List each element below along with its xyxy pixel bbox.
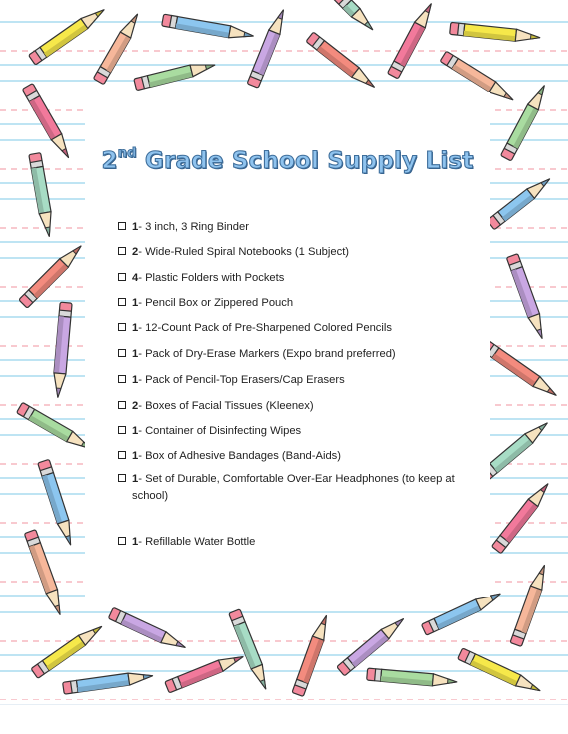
item-quantity: 1 xyxy=(132,297,139,309)
title-ordinal: nd xyxy=(117,146,137,162)
item-quantity: 1 xyxy=(132,374,139,386)
item-quantity: 2 xyxy=(132,246,139,258)
pencil-icon xyxy=(38,459,77,546)
supply-list xyxy=(118,219,473,551)
pencil-icon xyxy=(510,563,550,646)
checkbox-icon[interactable] xyxy=(118,375,126,383)
item-separator: - xyxy=(138,246,146,258)
pencil-icon xyxy=(63,670,154,694)
pencil-icon xyxy=(367,668,458,688)
item-separator: - xyxy=(138,425,146,437)
item-separator: - xyxy=(138,348,146,360)
item-text: Wide-Ruled Spiral Notebooks (1 Subject) xyxy=(145,246,350,258)
pencil-icon xyxy=(387,1,436,79)
item-text: Container of Disinfecting Wipes xyxy=(145,425,302,437)
title-grade-number: 2 xyxy=(101,148,118,174)
pencil-icon xyxy=(22,83,73,160)
pencil-icon xyxy=(491,480,552,554)
list-item xyxy=(118,320,473,337)
pencil-icon xyxy=(292,613,332,696)
pencil-icon xyxy=(162,14,255,42)
checkbox-icon[interactable] xyxy=(118,222,126,230)
item-quantity: 1 xyxy=(132,536,139,548)
item-separator: - xyxy=(138,450,146,462)
item-text: Refillable Water Bottle xyxy=(145,536,256,548)
list-item xyxy=(118,534,473,551)
pencil-icon xyxy=(16,402,93,453)
item-separator: - xyxy=(138,221,146,233)
pencil-icon xyxy=(165,651,246,693)
list-item xyxy=(118,448,473,465)
item-text: Set of Durable, Comfortable Over-Ear Headphones (to keep at school) xyxy=(132,473,455,502)
pencil-icon xyxy=(29,5,108,65)
item-quantity: 4 xyxy=(132,272,139,284)
pencil-icon xyxy=(506,254,547,341)
item-text: Boxes of Facial Tissues (Kleenex) xyxy=(145,400,314,412)
pencil-icon xyxy=(333,0,377,34)
list-item xyxy=(118,398,473,415)
item-separator: - xyxy=(138,536,146,548)
list-item xyxy=(118,372,473,389)
item-separator: - xyxy=(138,322,146,334)
item-quantity: 1 xyxy=(132,425,139,437)
pencil-icon xyxy=(19,242,85,308)
page-title xyxy=(85,148,490,174)
item-text: Pack of Dry-Erase Markers (Expo brand preferred) xyxy=(145,348,396,360)
checkbox-icon[interactable] xyxy=(118,298,126,306)
item-separator: - xyxy=(138,272,146,284)
list-item xyxy=(118,471,473,505)
checkbox-icon[interactable] xyxy=(118,349,126,357)
item-quantity: 2 xyxy=(132,400,139,412)
item-text: Pencil Box or Zippered Pouch xyxy=(145,297,294,309)
item-separator: - xyxy=(138,473,146,485)
supply-list-panel xyxy=(85,92,490,597)
item-text: 12-Count Pack of Pre-Sharpened Colored Pencils xyxy=(145,322,392,334)
list-item xyxy=(118,244,473,261)
pencil-icon xyxy=(134,59,216,90)
page-bottom-margin xyxy=(0,700,568,734)
pencil-icon xyxy=(458,648,543,696)
item-separator: - xyxy=(138,374,146,386)
pencil-icon xyxy=(247,8,289,89)
list-item xyxy=(118,270,473,287)
list-item xyxy=(118,346,473,363)
checkbox-icon[interactable] xyxy=(118,426,126,434)
checkbox-icon[interactable] xyxy=(118,273,126,281)
checkbox-icon[interactable] xyxy=(118,537,126,545)
pencil-icon xyxy=(31,622,105,679)
item-text: Plastic Folders with Pockets xyxy=(145,272,285,284)
item-quantity: 1 xyxy=(132,322,139,334)
pencil-icon xyxy=(487,174,553,230)
checkbox-icon[interactable] xyxy=(118,401,126,409)
pencil-icon xyxy=(93,11,142,85)
pencil-icon xyxy=(337,614,408,676)
checkbox-icon[interactable] xyxy=(118,474,126,482)
pencil-icon xyxy=(108,607,187,653)
item-separator: - xyxy=(138,400,146,412)
page-divider xyxy=(0,704,568,705)
title-text: Grade School Supply List xyxy=(136,148,474,174)
checkbox-icon[interactable] xyxy=(118,451,126,459)
item-quantity: 1 xyxy=(132,221,139,233)
pencil-icon xyxy=(450,22,541,43)
item-quantity: 1 xyxy=(132,473,139,485)
list-item xyxy=(118,423,473,440)
pencil-icon xyxy=(52,302,72,398)
item-text: Pack of Pencil-Top Erasers/Cap Erasers xyxy=(145,374,345,386)
list-item xyxy=(118,295,473,312)
item-separator: - xyxy=(138,297,146,309)
checkbox-icon[interactable] xyxy=(118,247,126,255)
list-item xyxy=(118,219,473,236)
checkbox-icon[interactable] xyxy=(118,323,126,331)
item-text: 3 inch, 3 Ring Binder xyxy=(145,221,249,233)
pencil-icon xyxy=(481,340,560,400)
pencil-icon xyxy=(24,530,65,617)
pencil-icon xyxy=(306,32,378,92)
item-quantity: 1 xyxy=(132,348,139,360)
item-quantity: 1 xyxy=(132,450,139,462)
pencil-icon xyxy=(29,153,55,238)
pencil-icon xyxy=(229,609,272,691)
item-text: Box of Adhesive Bandages (Band-Aids) xyxy=(145,450,341,462)
